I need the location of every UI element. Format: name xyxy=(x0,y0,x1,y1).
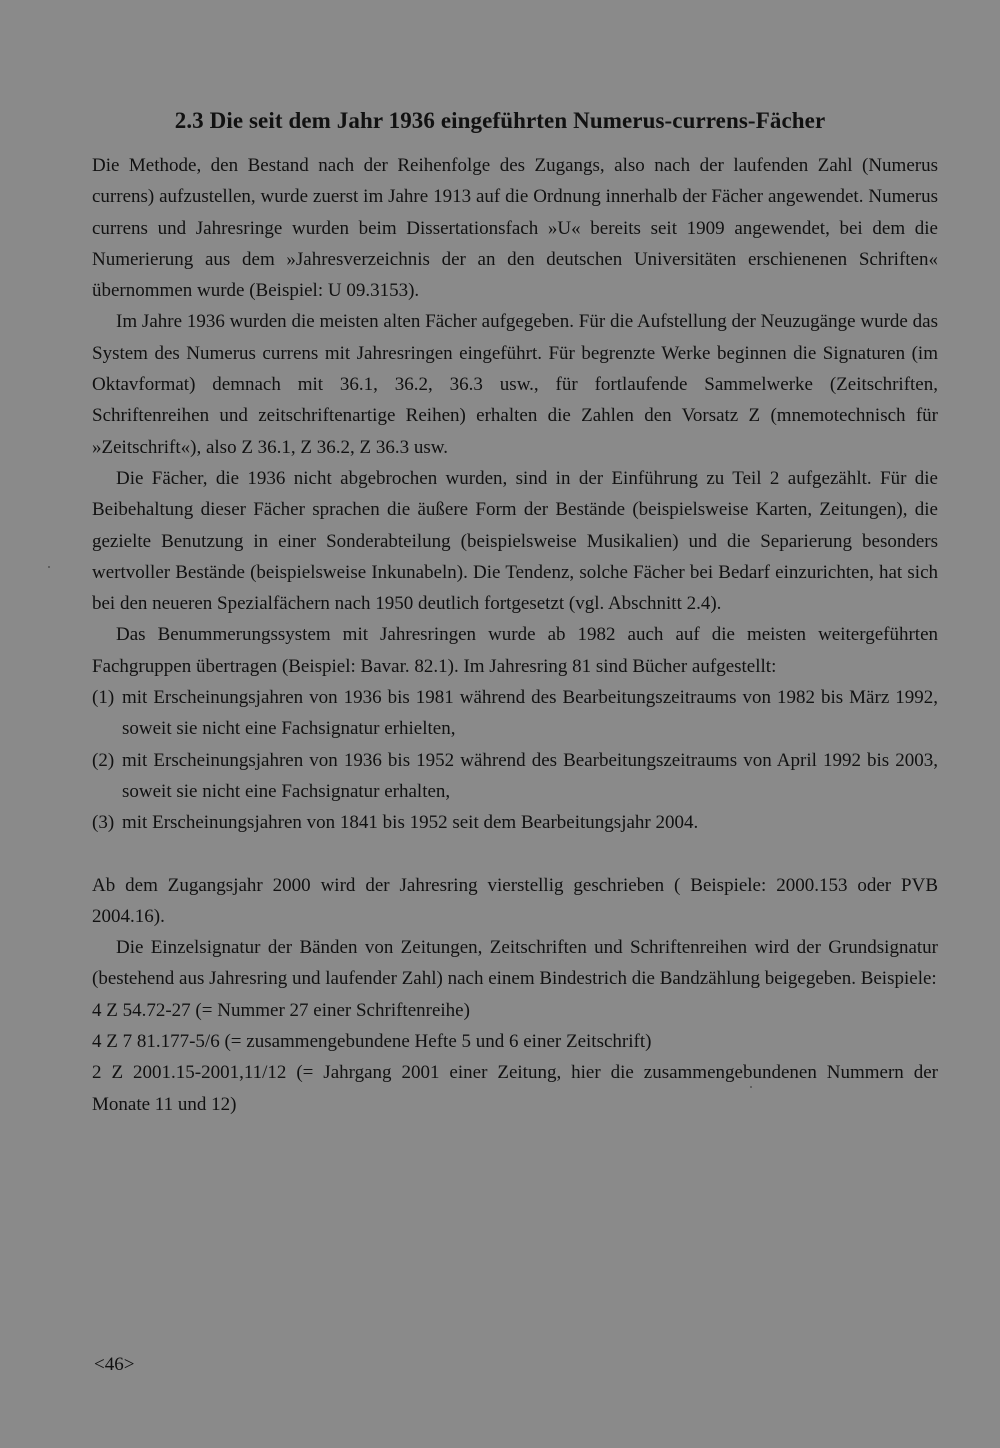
example-signature: 2 Z 2001.15-2001,11/12 (= Jahrgang 2001 einer Zeitung, hier die zusammengebundenen Nummern der Monate 11 und 12) xyxy=(92,1062,938,1115)
list-item-number: (2) xyxy=(92,749,115,771)
page-number: <46> xyxy=(94,1354,135,1375)
scan-speck xyxy=(750,1086,752,1088)
section-heading: 2.3 Die seit dem Jahr 1936 eingeführten Numerus-currens-Fächer xyxy=(174,108,826,134)
list-item-number: (3) xyxy=(92,812,115,834)
paragraph-gap xyxy=(92,839,938,870)
list-item-text: mit Erscheinungsjahren von 1936 bis 1952 während des Bearbeitungszeitraums von April 1992 bis 2003, soweit sie nicht eine Fachsignatur erhalten, xyxy=(122,749,938,802)
list-item xyxy=(92,682,938,745)
paragraph-1936-system: Im Jahre 1936 wurden die meisten alten Fächer aufgegeben. Für die Aufstellung der Neuzugänge wurde das System des Numerus currens mit Jahresringen eingeführt. Für begrenzte Werke beginnen die Signaturen (im Oktavformat) demnach mit 36.1, 36.2, 36.3 usw., für fortlaufende Sammelwerke (Zeitschriften, Schriftenreihen und zeitschriftenartige Reihen) erhalten die Zahlen den Vorsatz Z (mnemotechnisch für »Zeitschrift«), also Z 36.1, Z 36.2, Z 36.3 usw. xyxy=(92,311,938,458)
paragraph-four-digit-year: Ab dem Zugangsjahr 2000 wird der Jahresring vierstellig geschrieben ( Beispiele: 2000.153 oder PVB 2004.16). xyxy=(92,874,938,927)
list-item xyxy=(92,745,938,808)
paragraph-volume-signature: Die Einzelsignatur der Bänden von Zeitungen, Zeitschriften und Schriftenreihen wird der Grundsignatur (bestehend aus Jahresring und laufender Zahl) nach einem Bindestrich die Bandzählung beigegeben. Beispiele: xyxy=(92,937,938,990)
list-item-text: mit Erscheinungsjahren von 1841 bis 1952 seit dem Bearbeitungsjahr 2004. xyxy=(122,812,699,834)
list-item xyxy=(92,807,938,838)
list-item-number: (1) xyxy=(92,687,115,709)
paragraph-numerus-currens-method: Die Methode, den Bestand nach der Reihenfolge des Zugangs, also nach der laufenden Zahl (Numerus currens) aufzustellen, wurde zuerst im Jahre 1913 auf die Ordnung innerhalb der Fächer angewendet. Numerus currens und Jahresringe wurden beim Dissertationsfach »U« bereits seit 1909 angewendet, bei dem die Numerierung aus dem »Jahresverzeichnis der an den deutschen Universitäten erschienenen Schriften« übernommen wurde (Beispiel: U 09.3153). xyxy=(92,155,938,302)
annual-ring-81-list xyxy=(92,682,938,838)
scan-speck xyxy=(48,566,50,568)
paragraph-1982-numbering: Das Benummerungssystem mit Jahresringen wurde ab 1982 auch auf die meisten weitergeführten Fachgruppen übertragen (Beispiel: Bavar. 82.1). Im Jahresring 81 sind Bücher aufgestellt: xyxy=(92,624,938,677)
list-item-text: mit Erscheinungsjahren von 1936 bis 1981 während des Bearbeitungszeitraums von 1982 bis März 1992, soweit sie nicht eine Fachsignatur erhielten, xyxy=(122,687,938,740)
example-signature: 4 Z 54.72-27 (= Nummer 27 einer Schriftenreihe) xyxy=(92,999,470,1021)
body-text xyxy=(92,150,938,1120)
example-signature: 4 Z 7 81.177-5/6 (= zusammengebundene Hefte 5 und 6 einer Zeitschrift) xyxy=(92,1031,652,1053)
paragraph-retained-subjects: Die Fächer, die 1936 nicht abgebrochen wurden, sind in der Einführung zu Teil 2 aufgezählt. Für die Beibehaltung dieser Fächer sprachen die äußere Form der Bestände (beispielsweise Karten, Zeitungen), die gezielte Benutzung in einer Sonderabteilung (beispielsweise Musikalien) und die Separierung besonders wertvoller Bestände (beispielsweise Inkunabeln). Die Tendenz, solche Fächer bei Bedarf einzurichten, hat sich bei den neueren Spezialfächern nach 1950 deutlich fortgesetzt (vgl. Abschnitt 2.4). xyxy=(92,467,938,615)
